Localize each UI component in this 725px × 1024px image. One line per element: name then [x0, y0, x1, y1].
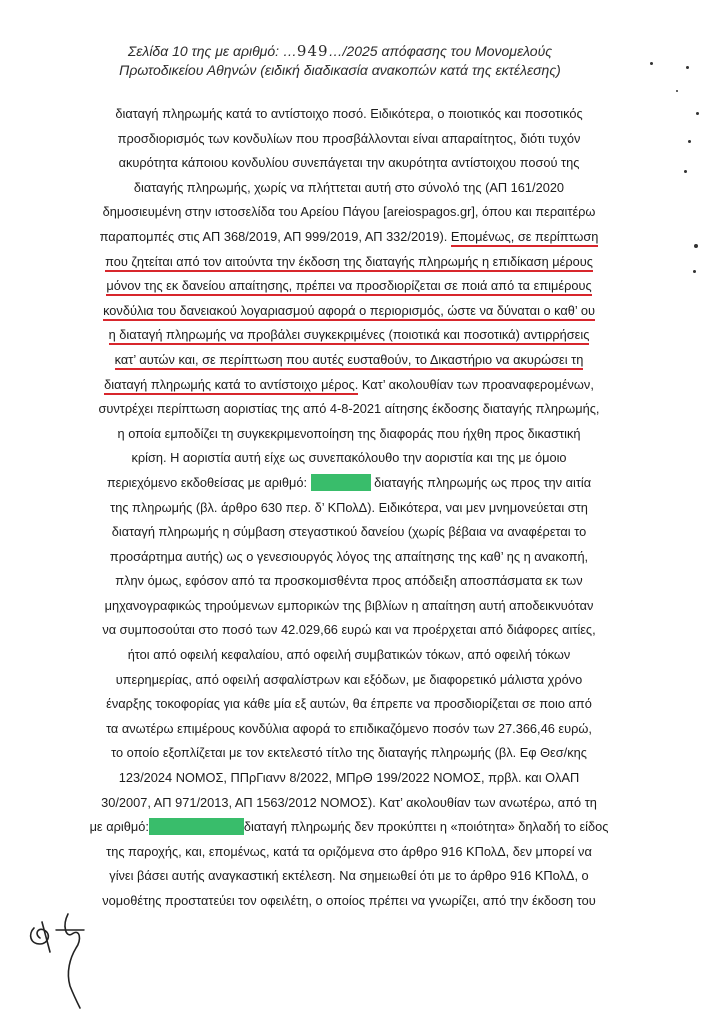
- text-line: της πληρωμής (βλ. άρθρο 630 περ. δ’ ΚΠολΔ). Ειδικότερα, ναι μεν μνημονεύεται στη: [110, 499, 588, 515]
- text-line: [88, 471, 610, 496]
- text-line: να συμποσούται στο ποσό των 42.029,66 ευρώ και να προέρχεται από διάφορες αιτίες,: [102, 622, 596, 638]
- underlined-text: η διαταγή πληρωμής να προβάλει συγκεκριμένες (ποιοτικά και ποσοτικά) αντιρρήσεις: [109, 327, 590, 345]
- underlined-text: διαταγή πληρωμής κατά το αντίστοιχο μέρος.: [104, 377, 358, 395]
- scan-speck: [693, 270, 696, 273]
- scan-speck: [650, 62, 653, 65]
- text-line: το οποίο εξοπλίζεται με τον εκτελεστό τίτλο της διαταγής πληρωμής (βλ. Εφ Θεσ/κης: [111, 745, 587, 761]
- redaction-mark: [311, 474, 371, 491]
- text-line: ήτοι από οφειλή κεφαλαίου, από οφειλή συμβατικών τόκων, από οφειλή τόκων: [127, 647, 571, 663]
- underlined-text: κονδύλια του δανειακού λογαριασμού αφορά ο περιορισμός, ώστε να δύναται ο καθ’ ου: [103, 303, 595, 321]
- text-line: ακυρότητα κάποιου κονδυλίου συνεπάγεται την ακυρότητα αντίστοιχου ποσού της: [118, 155, 580, 171]
- scan-speck: [686, 66, 689, 69]
- text-line: διαταγή πληρωμής η σύμβαση στεγαστικού δανείου (χωρίς βέβαια να αναφέρεται το: [111, 524, 587, 540]
- scan-speck: [684, 170, 687, 173]
- text-line: έναρξης τοκοφορίας για κάθε μία εξ αυτών, θα έπρεπε να προσδιορίζεται σε ποιο από: [106, 696, 592, 712]
- text-line: [88, 225, 610, 250]
- redaction-mark: [149, 818, 244, 835]
- text-segment: παραπομπές στις ΑΠ 368/2019, ΑΠ 999/2019, ΑΠ 332/2019).: [99, 228, 448, 244]
- header-dots-before: …: [282, 43, 297, 59]
- text-segment: Κατ’ ακολουθίαν των προαναφερομένων,: [361, 376, 594, 392]
- scan-speck: [696, 112, 699, 115]
- text-line: μηχανογραφικώς τηρούμενων εμπορικών της βιβλίων η απαίτηση αυτή αποδεικνυόταν: [104, 597, 594, 613]
- text-segment: διαταγή πληρωμής δεν προκύπτει η «ποιότητα» δηλαδή το είδος: [243, 819, 609, 835]
- header-prefix: Σελίδα 10 της με αριθμό:: [127, 43, 283, 59]
- handwritten-decision-number: 949: [296, 42, 329, 60]
- text-line: προσάρτημα αυτής) ως ο γενεσιουργός λόγος της απαίτησης της καθ’ ης η ανακοπή,: [109, 548, 589, 564]
- text-line: δημοσιευμένη στην ιστοσελίδα του Αρείου Πάγου [areiospagos.gr], όπου και περαιτέρω: [102, 204, 596, 220]
- page-header: [80, 42, 600, 80]
- header-suffix: /2025 απόφασης του Μονομελούς: [342, 43, 553, 59]
- scan-speck: [676, 90, 678, 92]
- text-line: [88, 815, 610, 840]
- text-line: η οποία εμποδίζει τη συγκεκριμενοποίηση της διαφοράς που ήχθη προς δικαστική: [117, 425, 581, 441]
- text-line: νομοθέτης προστατεύει τον οφειλέτη, ο οποίος πρέπει να γνωρίζει, από την έκδοση του: [102, 893, 596, 908]
- signature-scribble: [22, 900, 102, 1010]
- text-line: [88, 373, 610, 398]
- underlined-text: που ζητείται από τον αιτούντα την έκδοση της διαταγής πληρωμής η επιδίκαση μέρους: [105, 254, 593, 272]
- text-segment: περιεχόμενο εκδοθείσας με αριθμό:: [106, 474, 308, 490]
- header-dots-after: …: [328, 43, 343, 59]
- body-text: [88, 102, 610, 914]
- text-line: προσδιορισμός των κονδυλίων που προσβάλλονται είναι απαραίτητος, διότι τυχόν: [117, 130, 581, 146]
- header-line-2: Πρωτοδικείου Αθηνών (ειδική διαδικασία ανακοπών κατά της εκτέλεσης): [119, 62, 561, 78]
- text-line: υπερημερίας, από οφειλή ασφαλίστρων και εξόδων, με διαφορετικό μάλιστα χρόνο: [115, 671, 583, 687]
- text-line: διαταγής πληρωμής, χωρίς να πλήττεται αυτή στο σύνολό της (ΑΠ 161/2020: [133, 179, 565, 195]
- text-line: [88, 250, 610, 275]
- text-line: συντρέχει περίπτωση αοριστίας της από 4-8-2021 αίτησης έκδοσης διαταγής πληρωμής,: [98, 401, 600, 417]
- text-line: 123/2024 ΝΟΜΟΣ, ΠΠρΓιανν 8/2022, ΜΠρΘ 199/2022 ΝΟΜΟΣ, πρβλ. και ΟλΑΠ: [118, 770, 580, 786]
- text-line: πλην όμως, εφόσον από τα προσκομισθέντα προς απόδειξη αποσπάσματα εκ των: [115, 573, 583, 589]
- text-line: [88, 299, 610, 324]
- header-line-1: [80, 42, 600, 61]
- text-line: κρίση. Η αοριστία αυτή είχε ως συνεπακόλουθο την αοριστία και της με όμοιο: [131, 450, 567, 466]
- text-segment: διαταγής πληρωμής ως προς την αιτία: [374, 474, 592, 490]
- text-line: 30/2007, ΑΠ 971/2013, ΑΠ 1563/2012 ΝΟΜΟΣ). Κατ’ ακολουθίαν των ανωτέρω, από τη: [101, 794, 597, 810]
- text-line: [88, 348, 610, 373]
- underlined-text: μόνον της εκ δανείου απαίτησης, πρέπει να προσδιορίζεται σε ποιά από τα επιμέρους: [106, 278, 591, 296]
- text-line: της παροχής, και, επομένως, κατά τα οριζόμενα στο άρθρο 916 ΚΠολΔ, δεν μπορεί να: [106, 843, 592, 859]
- text-line: [88, 274, 610, 299]
- text-segment: με αριθμό:: [89, 819, 149, 835]
- scan-speck: [688, 140, 691, 143]
- text-line: τα ανωτέρω επιμέρους κονδύλια αφορά το επιδικαζόμενο ποσόν των 27.366,46 ευρώ,: [106, 720, 592, 736]
- underlined-text: κατ’ αυτών και, σε περίπτωση που αυτές ευσταθούν, το Δικαστήριο να ακυρώσει τη: [115, 352, 584, 370]
- text-line: γίνει βάσει αυτής αναγκαστική εκτέλεση. Να σημειωθεί ότι με το άρθρο 916 ΚΠολΔ, ο: [109, 868, 589, 884]
- scan-speck: [694, 244, 698, 248]
- text-line: διαταγή πληρωμής κατά το αντίστοιχο ποσό. Ειδικότερα, ο ποιοτικός και ποσοτικός: [115, 106, 583, 121]
- text-line: [88, 323, 610, 348]
- underlined-text: Επομένως, σε περίπτωση: [451, 229, 599, 247]
